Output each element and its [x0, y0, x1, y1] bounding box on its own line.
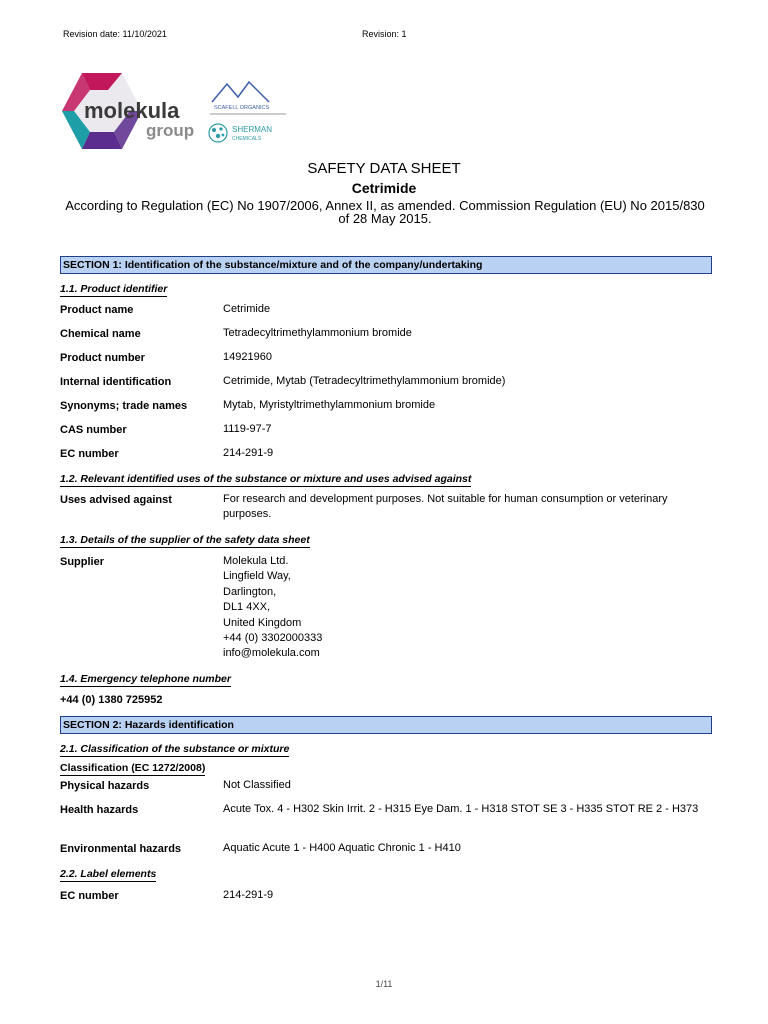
- sherman-globe-icon: [209, 124, 227, 142]
- document-title: SAFETY DATA SHEET: [307, 160, 461, 177]
- synonyms-label: Synonyms; trade names: [60, 400, 188, 412]
- supplier-address: [223, 554, 708, 662]
- environmental-hazards-value: Aquatic Acute 1 - H400 Aquatic Chronic 1 - H410: [223, 842, 461, 854]
- group-wordmark: group: [146, 121, 195, 140]
- molekula-wordmark: molekula: [84, 98, 180, 123]
- supplier-email[interactable]: info@molekula.com: [223, 647, 320, 660]
- section-1-heading: SECTION 1: Identification of the substance/mixture and of the company/undertaking: [60, 256, 712, 274]
- section-2-1-title: 2.1. Classification of the substance or mixture: [60, 743, 290, 755]
- product-name-value: Cetrimide: [223, 303, 271, 315]
- ec-number-label-2: EC number: [60, 890, 119, 902]
- synonyms-value: Mytab, Myristyltrimethylammonium bromide: [223, 399, 436, 411]
- supplier-label: Supplier: [60, 556, 105, 568]
- product-title: Cetrimide: [351, 180, 417, 196]
- supplier-line: Darlington,: [223, 585, 277, 598]
- classification-title: Classification (EC 1272/2008): [60, 762, 206, 774]
- molekula-group-logo: [60, 70, 300, 152]
- supplier-line: Lingfield Way,: [223, 570, 291, 583]
- company-logos: [60, 70, 300, 152]
- emergency-phone: +44 (0) 1380 725952: [60, 694, 163, 706]
- product-number-value: 14921960: [223, 351, 272, 363]
- physical-hazards-label: Physical hazards: [60, 780, 150, 792]
- internal-id-value: Cetrimide, Mytab (Tetradecyltrimethylammonium bromide): [223, 375, 506, 387]
- uses-advised-against-label: Uses advised against: [60, 494, 172, 506]
- supplier-phone: +44 (0) 3302000333: [223, 632, 323, 645]
- chemical-name-value: Tetradecyltrimethylammonium bromide: [223, 327, 412, 339]
- cas-number-value: 1119-97-7: [223, 423, 272, 435]
- chemicals-wordmark: CHEMICALS: [232, 136, 262, 142]
- supplier-line: Molekula Ltd.: [223, 555, 289, 567]
- uses-advised-against-value: For research and development purposes. Not suitable for human consumption or veterinary purposes.: [223, 493, 668, 521]
- sherman-wordmark: SHERMAN: [232, 125, 273, 134]
- product-number-label: Product number: [60, 352, 145, 364]
- ec-number-label: EC number: [60, 448, 119, 460]
- supplier-line: DL1 4XX,: [223, 601, 271, 614]
- environmental-hazards-label: Environmental hazards: [60, 843, 182, 855]
- internal-id-label: Internal identification: [60, 376, 172, 388]
- section-2-heading: SECTION 2: Hazards identification: [60, 716, 712, 734]
- health-hazards-value: Acute Tox. 4 - H302 Skin Irrit. 2 - H315 Eye Dam. 1 - H318 STOT SE 3 - H335 STOT RE 2 - H373: [223, 803, 699, 815]
- ec-number-value: 214-291-9: [223, 447, 274, 459]
- supplier-line: United Kingdom: [223, 616, 302, 629]
- section-2-2-title: 2.2. Label elements: [60, 868, 157, 880]
- regulation-statement: According to Regulation (EC) No 1907/2006, Annex II, as amended. Commission Regulation (EU) No 2015/830 of 28 May 2015.: [65, 198, 705, 226]
- ec-number-value-2: 214-291-9: [223, 889, 274, 901]
- section-1-3-title: 1.3. Details of the supplier of the safety data sheet: [60, 534, 310, 546]
- health-hazards-label: Health hazards: [60, 804, 139, 816]
- scafell-mountain-icon: [212, 82, 269, 102]
- cas-number-label: CAS number: [60, 424, 127, 436]
- scafell-wordmark: SCAFELL ORGANICS: [214, 105, 270, 111]
- revision-date: Revision date: 11/10/2021: [63, 29, 167, 39]
- physical-hazards-value: Not Classified: [223, 779, 291, 791]
- page-number: 1/11: [375, 979, 393, 989]
- chemical-name-label: Chemical name: [60, 328, 141, 340]
- product-name-label: Product name: [60, 304, 134, 316]
- section-1-1-title: 1.1. Product identifier: [60, 283, 168, 295]
- revision-number: Revision: 1: [362, 29, 407, 39]
- section-1-4-title: 1.4. Emergency telephone number: [60, 673, 231, 685]
- section-1-2-title: 1.2. Relevant identified uses of the substance or mixture and uses advised against: [60, 473, 472, 485]
